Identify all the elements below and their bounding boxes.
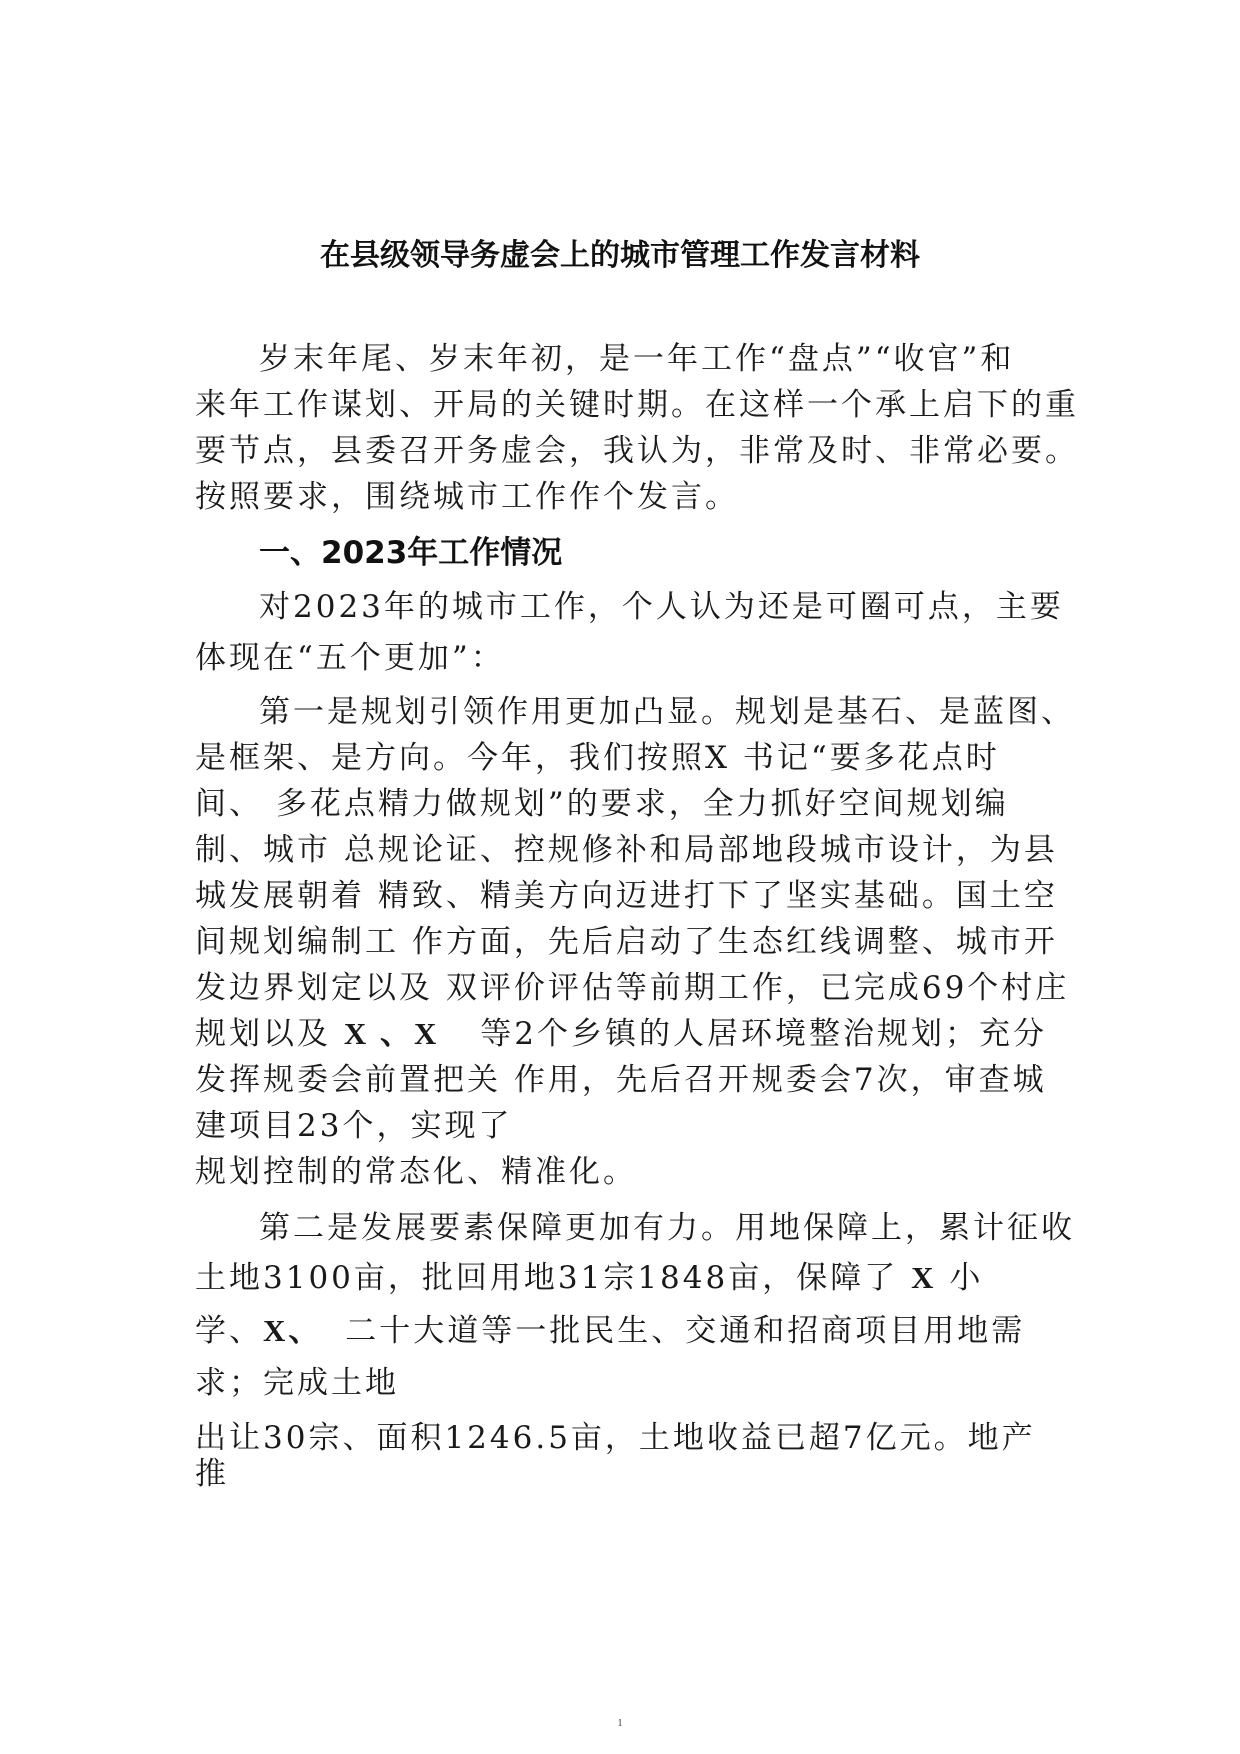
paragraph-line: 间、 多花点精力做规划”的要求，全力抓好空间规划编 — [195, 786, 1009, 822]
paragraph-line: 发边界划定以及 双评价评估等前期工作，已完成69个村庄 — [195, 970, 1070, 1006]
paragraph-line: 间规划编制工 作方面，先后启动了生态红线调整、城市开 — [195, 924, 1058, 960]
paragraph-line: 按照要求，围绕城市工作作个发言。 — [195, 479, 739, 515]
paragraph-line: 第二是发展要素保障更加有力。用地保障上，累计征收 — [259, 1210, 1075, 1246]
paragraph-line — [195, 1305, 1025, 1350]
paragraph-line: 对2023年的城市工作，个人认为还是可圈可点，主要 — [259, 589, 1064, 625]
paragraph-line: 求；完成土地 — [195, 1365, 399, 1401]
paragraph-line: 来年工作谋划、开局的关键时期。在这样一个承上启下的重 — [195, 387, 1079, 423]
paragraph-line: 制、城市 总规论证、控规修补和局部地段城市设计，为县 — [195, 832, 1058, 868]
paragraph-line: 要节点，县委召开务虚会，我认为，非常及时、非常必要。 — [195, 433, 1079, 469]
paragraph-line: 城发展朝着 精致、精美方向迈进打下了坚实基础。国土空 — [195, 878, 1058, 914]
paragraph-line: 建项目23个，实现了 — [195, 1108, 513, 1144]
placeholder-text: X — [911, 1260, 937, 1295]
paragraph-line: 体现在“五个更加”： — [195, 640, 505, 676]
paragraph-line — [195, 1008, 1047, 1053]
paragraph-line: 是框架、是方向。今年，我们按照X 书记“要多花点时 — [195, 740, 1000, 776]
paragraph-line: 第一是规划引领作用更加凸显。规划是基石、是蓝图、 — [259, 694, 1075, 730]
paragraph-line: 发挥规委会前置把关 作用，先后召开规委会7次，审查城 — [195, 1062, 1047, 1098]
line-text: 规划以及 — [195, 1016, 331, 1052]
paragraph-line: 出让30宗、面积1246.5亩，土地收益已超7亿元。地产 — [195, 1420, 1036, 1456]
line-text: 二十大道等一批民生、交通和招商项目用地需 — [345, 1313, 1026, 1349]
paragraph-line — [195, 1252, 983, 1297]
paragraph-line: 规划控制的常态化、精准化。 — [195, 1154, 637, 1190]
placeholder-text: X 、X — [343, 1016, 440, 1051]
paragraph-line: 岁末年尾、岁末年初，是一年工作“盘点”“收官”和 — [259, 341, 1015, 377]
line-text: 学、 — [195, 1313, 263, 1349]
line-text: 等2个乡镇的人居环境整治规划；充分 — [480, 1016, 1047, 1052]
document-title: 在县级领导务虚会上的城市管理工作发言材料 — [320, 238, 920, 273]
paragraph-line: 推 — [195, 1456, 229, 1492]
line-text: 土地3100亩，批回用地31宗1848亩，保障了 — [195, 1260, 899, 1296]
line-text: 小 — [949, 1260, 984, 1296]
placeholder-text: X、 — [263, 1313, 323, 1348]
page-number: 1 — [617, 1718, 623, 1729]
section-heading: 一、2023年工作情况 — [259, 535, 563, 571]
